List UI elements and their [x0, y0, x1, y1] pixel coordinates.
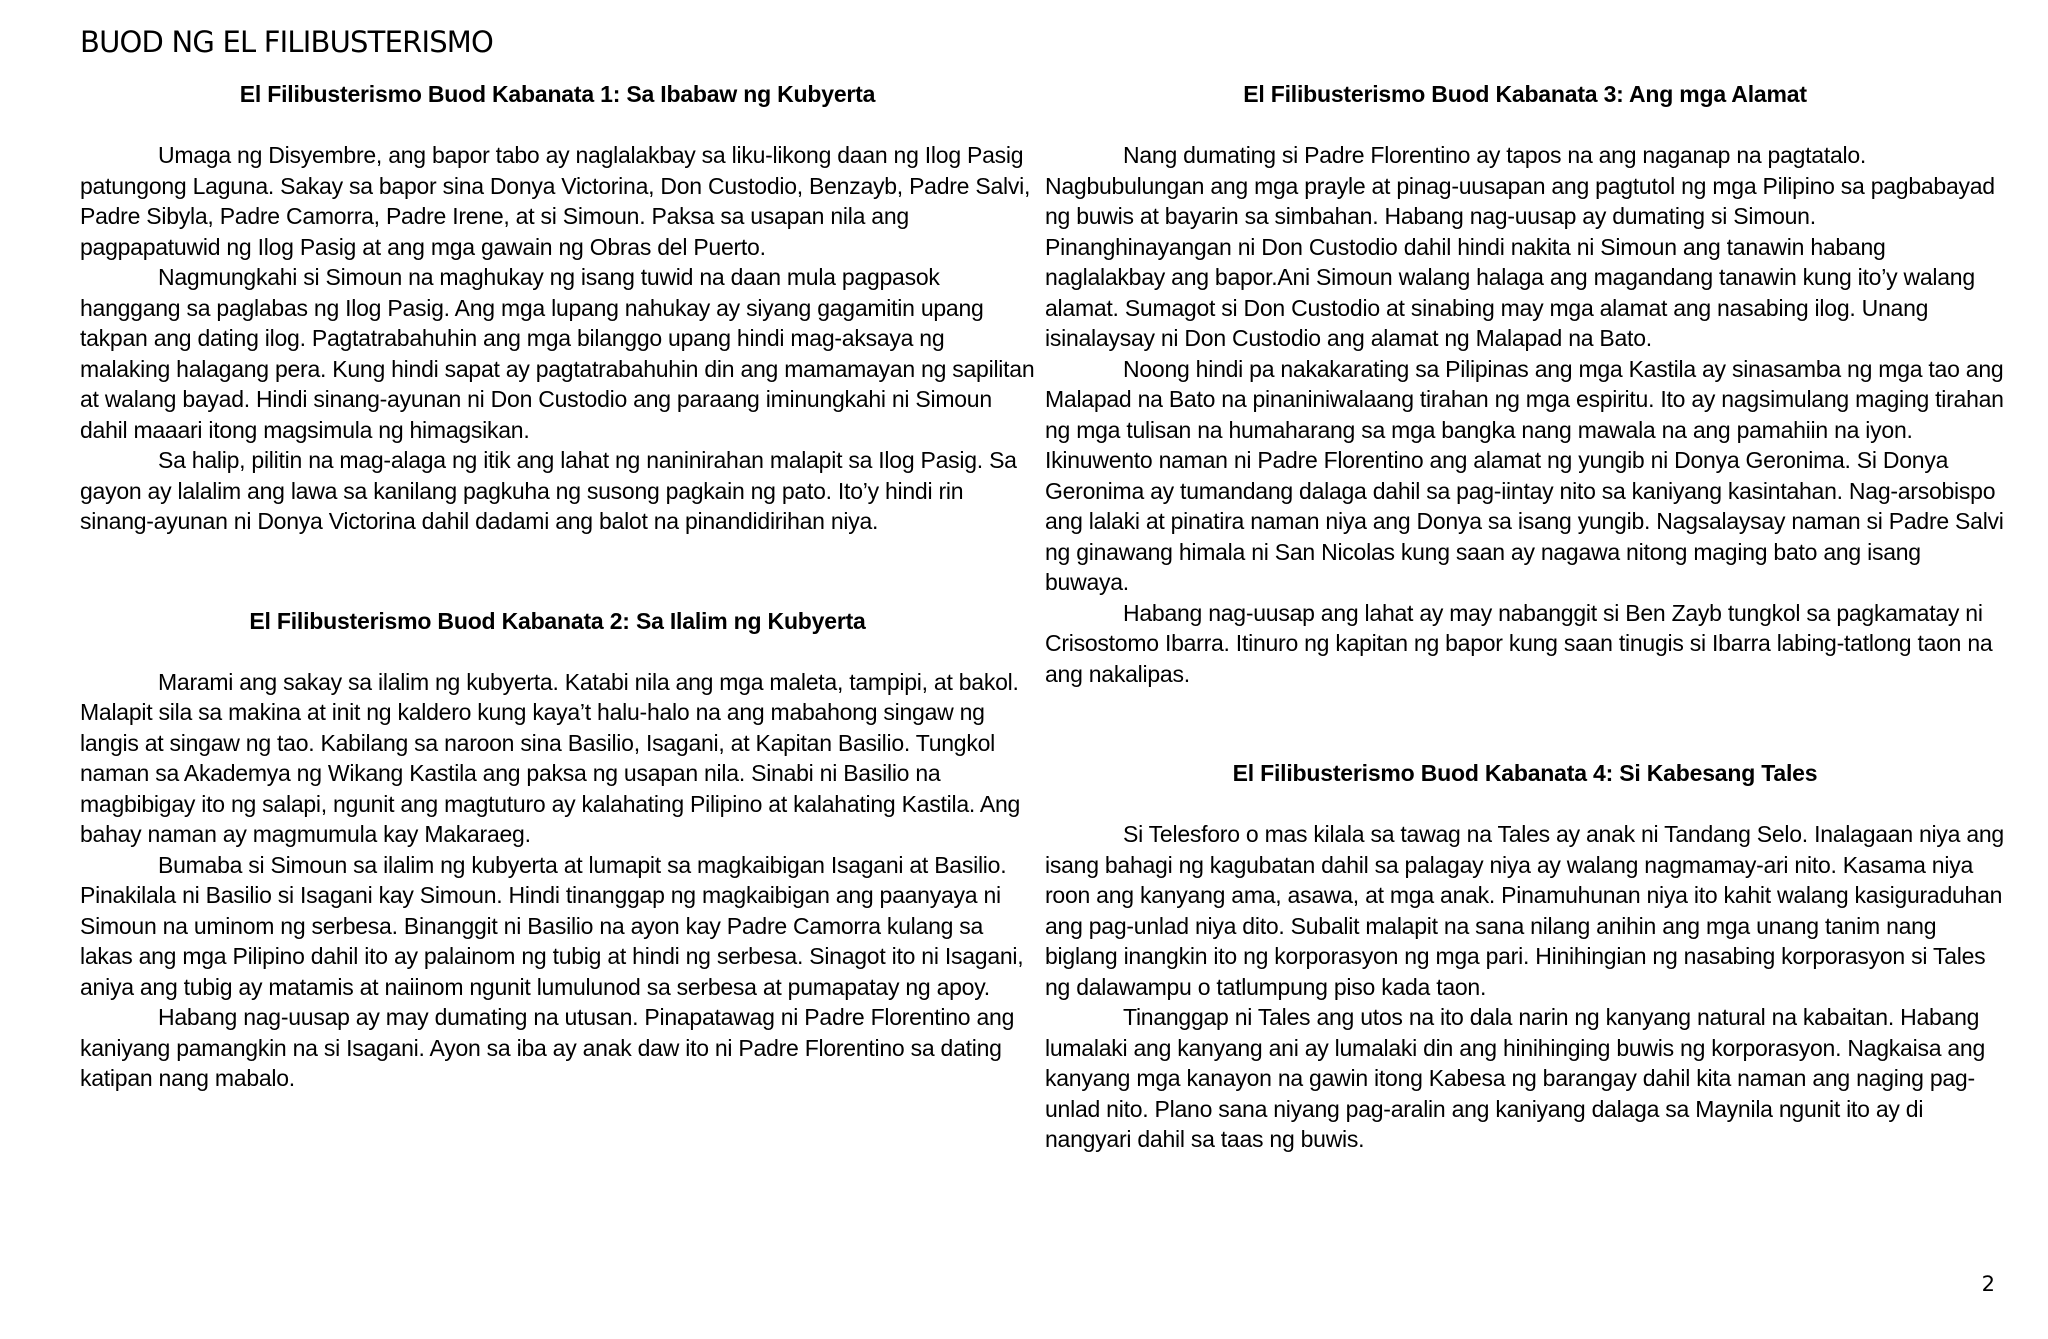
- chapter-3-body: [1045, 140, 2005, 689]
- chapter-3-paragraph: Noong hindi pa nakakarating sa Pilipinas ang mga Kastila ay sinasamba ng mga tao ang Malapad na Bato na pinaniniwalaang tirahan ng mga espiritu. Ito ay nagsimulang maging tirahan ng mga tulisan na humaharang sa mga bangka nang mawala na ang pamahiin na iyon. Ikinuwento naman ni Padre Florentino ang alamat ng yungib ni Donya Geronima. Si Donya Geronima ay tumandang dalaga dahil sa pag-iintay nito sa kaniyang kasintahan. Nag-arsobispo ang lalaki at pinatira naman niya ang Donya sa isang yungib. Nagsalaysay naman si Padre Salvi ng ginawang himala ni San Nicolas kung saan ay nagawa nitong maging bato ang isang buwaya.: [1045, 355, 2004, 595]
- chapter-1-paragraph: Sa halip, pilitin na mag-alaga ng itik ang lahat ng naninirahan malapit sa Ilog Pasig. Sa gayon ay lalalim ang lawa sa kanilang pagkuha ng susong pagkain ng pato. Ito’y hindi rin sinang-ayunan ni Donya Victorina dahil dadami ang balot na pinandidirihan niya.: [80, 447, 1017, 534]
- chapter-4-section: [1045, 757, 2005, 1155]
- section-spacer: [80, 537, 1035, 605]
- chapter-2-paragraph: Marami ang sakay sa ilalim ng kubyerta. Katabi nila ang mga maleta, tampipi, at bakol. Malapit sila sa makina at init ng kaldero kung kaya’t halu-halo na ang mabahong singaw ng langis at singaw ng tao. Kabilang sa naroon sina Basilio, Isagani, at Kapitan Basilio. Tungkol naman sa Akademya ng Wikang Kastila ang paksa ng usapan nila. Sinabi ni Basilio na magbibigay ito ng salapi, ngunit ang magtuturo ay kalahating Pilipino at kalahating Kastila. Ang bahay naman ay magmumula kay Makaraeg.: [80, 668, 1021, 847]
- left-column: [80, 78, 1035, 1094]
- chapter-1-paragraph: Nagmungkahi si Simoun na maghukay ng isang tuwid na daan mula pagpasok hanggang sa paglabas ng Ilog Pasig. Ang mga lupang nahukay ay siyang gagamitin upang takpan ang dating ilog. Pagtatrabahuhin ang mga bilanggo upang hindi mag-aksaya ng malaking halagang pera. Kung hindi sapat ay pagtatrabahuhin din ang mamamayan ng sapilitan at walang bayad. Hindi sinang-ayunan ni Don Custodio ang paraang iminungkahi ni Simoun dahil maaari itong magsimula ng himagsikan.: [80, 264, 1035, 443]
- chapter-1-section: [80, 78, 1035, 537]
- chapter-4-heading: El Filibusterismo Buod Kabanata 4: Si Kabesang Tales: [1232, 760, 1818, 786]
- chapter-1-heading: El Filibusterismo Buod Kabanata 1: Sa Ibabaw ng Kubyerta: [239, 81, 876, 107]
- chapter-1-paragraph: Umaga ng Disyembre, ang bapor tabo ay naglalakbay sa liku-likong daan ng Ilog Pasig patungong Laguna. Sakay sa bapor sina Donya Victorina, Don Custodio, Benzayb, Padre Salvi, Padre Sibyla, Padre Camorra, Padre Irene, at si Simoun. Paksa sa usapan nila ang pagpapatuwid ng Ilog Pasig at ang mga gawain ng Obras del Puerto.: [80, 142, 1031, 260]
- chapter-3-heading: El Filibusterismo Buod Kabanata 3: Ang mga Alamat: [1243, 81, 1807, 107]
- chapter-3-paragraph: Nang dumating si Padre Florentino ay tapos na ang naganap na pagtatalo. Nagbubulungan ang mga prayle at pinag-uusapan ang pagtutol ng mga Pilipino sa pagbabayad ng buwis at bayarin sa simbahan. Habang nag-uusap ay dumating si Simoun. Pinanghinayangan ni Don Custodio dahil hindi nakita ni Simoun ang tanawin habang naglalakbay ang bapor.Ani Simoun walang halaga ang magandang tanawin kung ito’y walang alamat. Sumagot si Don Custodio at sinabing may mga alamat ang nasabing ilog. Unang isinalaysay ni Don Custodio ang alamat ng Malapad na Bato.: [1045, 142, 1995, 351]
- chapter-2-body: [80, 667, 1035, 1094]
- chapter-2-paragraph: Bumaba si Simoun sa ilalim ng kubyerta at lumapit sa magkaibigan Isagani at Basilio. Pinakilala ni Basilio si Isagani kay Simoun. Hindi tinanggap ng magkaibigan ang paanyaya ni Simoun na uminom ng serbesa. Binanggit ni Basilio na ayon kay Padre Camorra kulang sa lakas ang mga Pilipino dahil ito ay palainom ng tubig at hindi ng serbesa. Sinagot ito ni Isagani, aniya ang tubig ay matamis at naiinom ngunit lumulunod sa serbesa at pumapatay ng apoy.: [80, 851, 1024, 1000]
- chapter-4-paragraph: Tinanggap ni Tales ang utos na ito dala narin ng kanyang natural na kabaitan. Habang lumalaki ang kanyang ani ay lumalaki din ang hinihinging buwis ng korporasyon. Nagkaisa ang kanyang mga kanayon na gawin itong Kabesa ng barangay dahil kita naman ang naging pag-unlad nito. Plano sana niyang pag-aralin ang kaniyang dalaga sa Maynila ngunit ito ay di nangyari dahil sa taas ng buwis.: [1045, 1004, 1986, 1152]
- chapter-3-section: [1045, 78, 2005, 689]
- chapter-3-paragraph: Habang nag-uusap ang lahat ay may nabanggit si Ben Zayb tungkol sa pagkamatay ni Crisostomo Ibarra. Itinuro ng kapitan ng bapor kung saan tinugis si Ibarra labing-tatlong taon na ang nakalipas.: [1045, 599, 1993, 687]
- section-spacer: [1045, 689, 2005, 757]
- page-title: BUOD NG EL FILIBUSTERISMO: [80, 25, 494, 59]
- chapter-2-paragraph: Habang nag-uusap ay may dumating na utusan. Pinapatawag ni Padre Florentino ang kaniyang pamangkin na si Isagani. Ayon sa iba ay anak daw ito ni Padre Florentino sa dating katipan nang mabalo.: [80, 1004, 1015, 1091]
- chapter-2-section: [80, 605, 1035, 1094]
- chapter-1-body: [80, 140, 1035, 537]
- chapter-4-body: [1045, 819, 2005, 1155]
- chapter-4-paragraph: Si Telesforo o mas kilala sa tawag na Tales ay anak ni Tandang Selo. Inalagaan niya ang isang bahagi ng kagubatan dahil sa palagay niya ay walang nagmamay-ari nito. Kasama niya roon ang kanyang ama, asawa, at mga anak. Pinamuhunan niya ito kahit walang kasiguraduhan ang pag-unlad niya dito. Subalit malapit na sana nilang anihin ang mga unang tanim nang biglang inangkin ito ng korporasyon ng mga pari. Hinihingian ng nasabing korporasyon si Tales ng dalawampu o tatlumpung piso kada taon.: [1045, 821, 2004, 1000]
- page-number: 2: [1981, 1272, 1995, 1296]
- right-column: [1045, 78, 2005, 1155]
- chapter-2-heading: El Filibusterismo Buod Kabanata 2: Sa Ilalim ng Kubyerta: [249, 607, 866, 634]
